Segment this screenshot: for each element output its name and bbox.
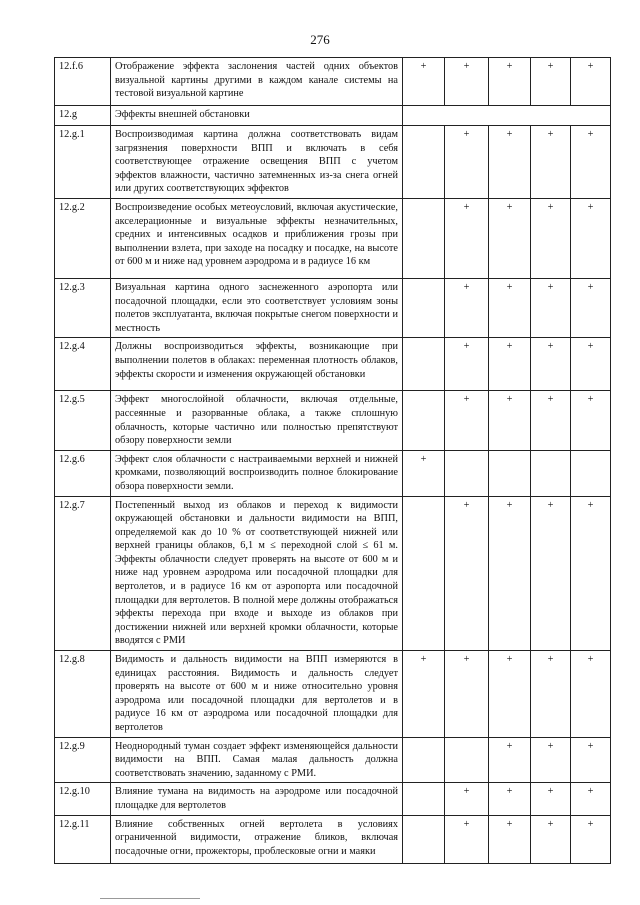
level-mark-1: + [403, 450, 445, 496]
row-code: 12.g.5 [55, 391, 111, 450]
row-code: 12.f.6 [55, 58, 111, 106]
level-mark-1 [403, 737, 445, 783]
scan-artifact-line [100, 898, 200, 899]
level-mark-2: + [445, 651, 489, 738]
level-mark-4: + [531, 58, 571, 106]
level-mark-1 [403, 126, 445, 199]
level-mark-3: + [489, 278, 531, 337]
row-code: 12.g.7 [55, 496, 111, 651]
level-mark-5: + [571, 737, 611, 783]
requirements-table [54, 57, 611, 864]
row-description: Влияние собственных огней вертолета в условиях ограниченной видимости, отражение бликов, включая посадочные огни, прожекторы, проблесковые огни и маяки [111, 815, 403, 863]
level-mark-4 [531, 450, 571, 496]
row-description: Должны воспроизводиться эффекты, возникающие при выполнении полетов в облаках: переменная плотность облаков, эффекты скорости и изменения окружающей обстановки [111, 338, 403, 391]
level-mark-4: + [531, 783, 571, 815]
level-mark-3: + [489, 496, 531, 651]
level-mark-5: + [571, 391, 611, 450]
level-mark-3: + [489, 737, 531, 783]
level-mark-3: + [489, 198, 531, 278]
level-mark-3: + [489, 391, 531, 450]
row-code: 12.g [55, 106, 111, 126]
row-description: Влияние тумана на видимость на аэродроме или посадочной площадке для вертолетов [111, 783, 403, 815]
level-mark-4: + [531, 737, 571, 783]
row-description: Эффекты внешней обстановки [111, 106, 403, 126]
table-row [55, 338, 611, 391]
row-description: Отображение эффекта заслонения частей одних объектов визуальной картины другими в каждом канале системы на тестовой визуальной картине [111, 58, 403, 106]
row-code: 12.g.10 [55, 783, 111, 815]
level-mark-2: + [445, 783, 489, 815]
level-mark-4: + [531, 496, 571, 651]
level-mark-5: + [571, 783, 611, 815]
row-code: 12.g.6 [55, 450, 111, 496]
row-code: 12.g.2 [55, 198, 111, 278]
level-mark-1 [403, 815, 445, 863]
level-mark-4: + [531, 278, 571, 337]
row-code: 12.g.3 [55, 278, 111, 337]
level-mark-1 [403, 338, 445, 391]
row-code: 12.g.1 [55, 126, 111, 199]
level-mark-1: + [403, 651, 445, 738]
level-mark-1 [403, 391, 445, 450]
level-mark-3: + [489, 126, 531, 199]
row-description: Постепенный выход из облаков и переход к видимости окружающей обстановки и дальности видимости на ВПП, определяемой как до 10 % от соответствующей нижней или верхней границы облаков, 6,1 м ≤ переходной слой ≤ 61 м. Эффекты облачности следует проверять на высоте от 600 м и ниже над уровнем аэродрома или посадочной площадки для вертолетов, и в радиусе 16 км от аэропорта или посадочной площадки для вертолетов. В полной мере должны отображаться эффекты перехода при входе и выходе из облаков при достижении нижней или верхней кромки облачности, которые вводятся с РМИ [111, 496, 403, 651]
level-mark-5: + [571, 278, 611, 337]
level-mark-2 [445, 450, 489, 496]
level-mark-5: + [571, 338, 611, 391]
level-mark-2: + [445, 278, 489, 337]
table-row [55, 198, 611, 278]
level-mark-1 [403, 496, 445, 651]
page-number: 276 [310, 32, 330, 47]
table-row [55, 391, 611, 450]
table-row [55, 783, 611, 815]
level-mark-5: + [571, 651, 611, 738]
row-description: Воспроизводимая картина должна соответствовать видам загрязнения поверхности ВПП и включать в себя соответствующее отражение освещения ВПП с учетом эффектов влажности, частично затемненных из-за снега огней или других соответствующих эффектов [111, 126, 403, 199]
row-description: Визуальная картина одного заснеженного аэропорта или посадочной площадки, если это соответствует условиям зоны полетов эксплуатанта, включая покрытые снегом поверхности и местность [111, 278, 403, 337]
level-mark-4: + [531, 338, 571, 391]
level-mark-2: + [445, 58, 489, 106]
level-mark-2: + [445, 391, 489, 450]
level-mark-3: + [489, 651, 531, 738]
level-mark-3: + [489, 58, 531, 106]
level-mark-2: + [445, 198, 489, 278]
row-description: Неоднородный туман создает эффект изменяющейся дальности видимости на ВПП. Самая малая дальность должна соответствовать значению, заданному с РМИ. [111, 737, 403, 783]
row-code: 12.g.8 [55, 651, 111, 738]
table-row [55, 496, 611, 651]
level-mark-5 [571, 450, 611, 496]
level-mark-3: + [489, 783, 531, 815]
level-mark-4: + [531, 126, 571, 199]
level-mark-2: + [445, 496, 489, 651]
level-mark-5: + [571, 58, 611, 106]
level-mark-2: + [445, 815, 489, 863]
row-description: Эффект многослойной облачности, включая отдельные, рассеянные и разорванные облака, а также сплошную облачность, которые частично или полностью препятствуют обзору поверхности земли [111, 391, 403, 450]
table-row [55, 106, 611, 126]
level-mark-4: + [531, 815, 571, 863]
row-code: 12.g.11 [55, 815, 111, 863]
level-mark-2: + [445, 126, 489, 199]
level-mark-3: + [489, 815, 531, 863]
section-row-spacer [403, 106, 611, 126]
table-row [55, 278, 611, 337]
row-description: Воспроизведение особых метеоусловий, включая акустические, акселерационные и визуальные эффекты незначительных, средних и интенсивных осадков и приближения грозы при выполнении взлета, при заходе на посадку и посадке, на высоте от 600 м и ниже над уровнем аэродрома и в радиусе 16 км [111, 198, 403, 278]
level-mark-5: + [571, 126, 611, 199]
table-row [55, 126, 611, 199]
level-mark-4: + [531, 198, 571, 278]
table-row [55, 815, 611, 863]
table-row [55, 737, 611, 783]
level-mark-5: + [571, 198, 611, 278]
level-mark-5: + [571, 496, 611, 651]
level-mark-1: + [403, 58, 445, 106]
table-row [55, 58, 611, 106]
row-description: Эффект слоя облачности с настраиваемыми верхней и нижней кромками, позволяющий воспроизводить полное блокирование обзора поверхности земли. [111, 450, 403, 496]
level-mark-1 [403, 278, 445, 337]
row-code: 12.g.9 [55, 737, 111, 783]
level-mark-2 [445, 737, 489, 783]
table-row [55, 450, 611, 496]
level-mark-4: + [531, 651, 571, 738]
table-row [55, 651, 611, 738]
level-mark-1 [403, 198, 445, 278]
level-mark-3 [489, 450, 531, 496]
level-mark-3: + [489, 338, 531, 391]
level-mark-2: + [445, 338, 489, 391]
level-mark-4: + [531, 391, 571, 450]
level-mark-5: + [571, 815, 611, 863]
row-code: 12.g.4 [55, 338, 111, 391]
level-mark-1 [403, 783, 445, 815]
row-description: Видимость и дальность видимости на ВПП измеряются в единицах расстояния. Видимость и дальность следует проверять на высоте от 600 м и ниже относительно уровня аэродрома или посадочной площадки для вертолетов и в радиусе 16 км от аэродрома или посадочной площадки для вертолетов [111, 651, 403, 738]
